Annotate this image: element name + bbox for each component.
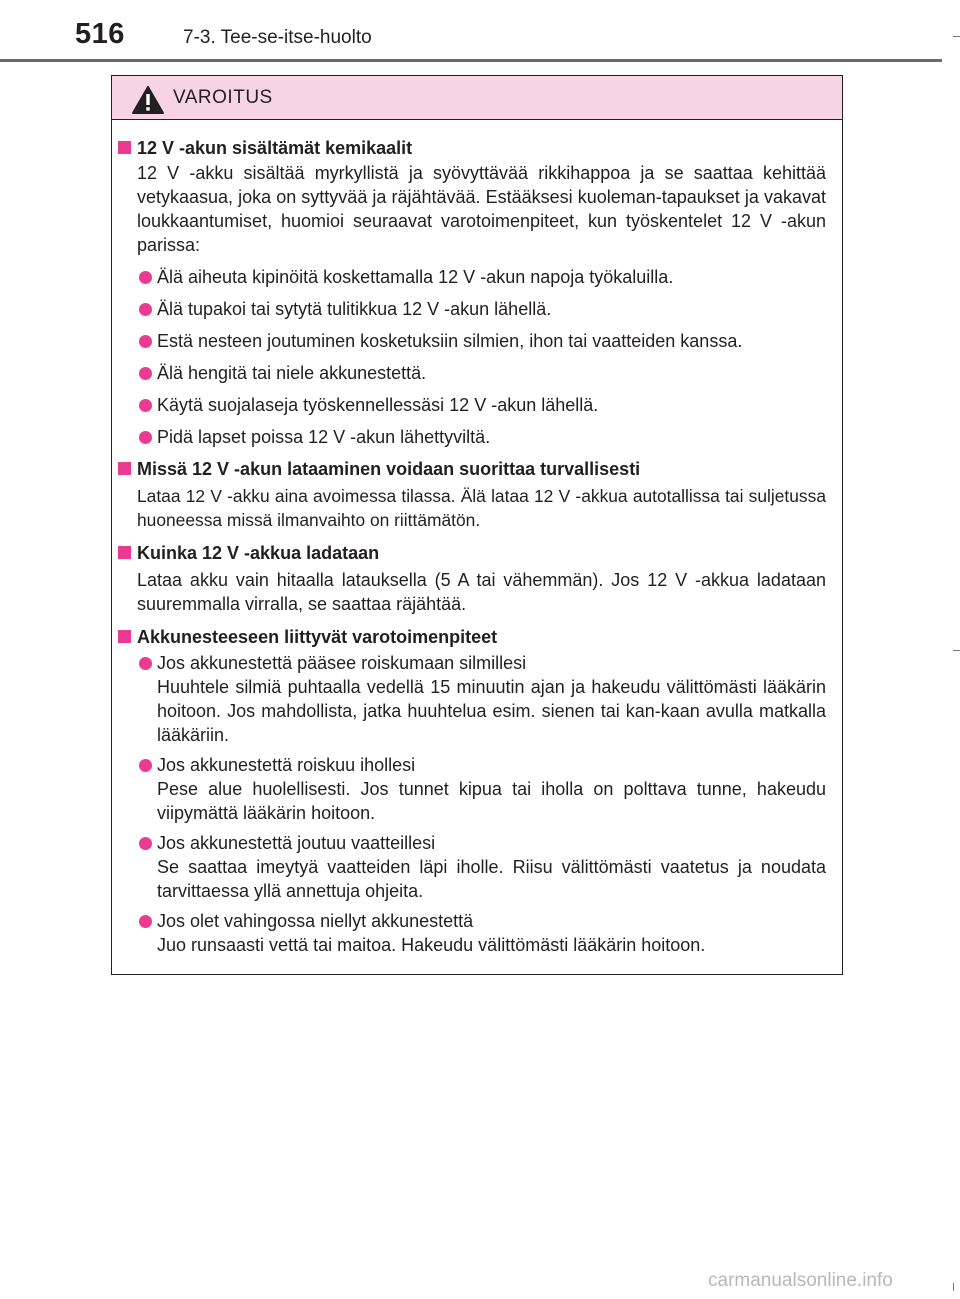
circle-bullet-icon	[139, 657, 152, 670]
circle-bullet-icon	[139, 431, 152, 444]
crop-mark	[953, 650, 960, 651]
warning-label: VAROITUS	[173, 87, 273, 108]
circle-bullet-icon	[139, 759, 152, 772]
list-item: Käytä suojalaseja työskennellessäsi 12 V -akun lähellä.	[112, 393, 842, 417]
circle-bullet-icon	[139, 837, 152, 850]
list-item: Jos akkunestettä roiskuu ihollesi Pese alue huolellisesti. Jos tunnet kipua tai iholla on polttava tunne, hakeudu viipymättä lääkärin hoitoon.	[112, 753, 842, 825]
circle-bullet-icon	[139, 915, 152, 928]
warning-header	[112, 76, 842, 120]
list-item: Pidä lapset poissa 12 V -akun lähettyviltä.	[112, 425, 842, 449]
square-bullet-icon	[118, 630, 131, 643]
list-item: Jos akkunestettä joutuu vaatteillesi Se saattaa imeytyä vaatteiden läpi iholle. Riisu välittömästi vaatetus ja noudata tarvittaessa yllä annettuja ohjeita.	[112, 831, 842, 903]
list-item: Jos akkunestettä pääsee roiskumaan silmillesi Huuhtele silmiä puhtaalla vedellä 15 minuutin ajan ja hakeudu välittömästi lääkärin hoitoon. Jos mahdollista, jatka huuhtelua esim. sienen tai kan-kaan avulla matkalla lääkäriin.	[112, 651, 842, 747]
header-rule	[0, 59, 942, 62]
list-item: Älä hengitä tai niele akkunestettä.	[112, 361, 842, 385]
section-heading: Missä 12 V -akun lataaminen voidaan suorittaa turvallisesti	[112, 457, 842, 481]
circle-bullet-icon	[139, 303, 152, 316]
warning-triangle-icon	[131, 85, 165, 115]
crop-mark	[953, 1283, 954, 1291]
list-item: Estä nesteen joutuminen kosketuksiin silmien, ihon tai vaatteiden kanssa.	[112, 329, 842, 353]
section-paragraph: 12 V -akku sisältää myrkyllistä ja syövyttävää rikkihappoa ja se saattaa kehittää vetykaasua, joka on syttyvää ja räjähtävää. Estääksesi kuoleman-tapaukset ja vakavat loukkaantumiset, huomioi seuraavat varotoimenpiteet, kun työskentelet 12 V -akun parissa:	[137, 163, 826, 255]
page-number: 516	[75, 18, 125, 50]
list-item: Älä aiheuta kipinöitä koskettamalla 12 V -akun napoja työkaluilla.	[112, 265, 842, 289]
section-heading: Akkunesteeseen liittyvät varotoimenpiteet	[112, 625, 842, 649]
square-bullet-icon	[118, 141, 131, 154]
circle-bullet-icon	[139, 271, 152, 284]
square-bullet-icon	[118, 462, 131, 475]
section-paragraph: Lataa akku vain hitaalla latauksella (5 A tai vähemmän). Jos 12 V -akkua ladataan suuremmalla virralla, se saattaa räjähtää.	[137, 570, 826, 614]
warning-content	[112, 136, 842, 957]
circle-bullet-icon	[139, 335, 152, 348]
page-header	[0, 0, 960, 62]
warning-box	[111, 75, 843, 975]
list-item: Älä tupakoi tai sytytä tulitikkua 12 V -akun lähellä.	[112, 297, 842, 321]
watermark: carmanualsonline.info	[708, 1270, 893, 1291]
circle-bullet-icon	[139, 399, 152, 412]
square-bullet-icon	[118, 546, 131, 559]
crop-mark	[953, 36, 960, 37]
section-heading: Kuinka 12 V -akkua ladataan	[112, 541, 842, 565]
section-paragraph: Lataa 12 V -akku aina avoimessa tilassa. Älä lataa 12 V -akkua autotallissa tai suljetussa huoneessa missä ilmanvaihto on riittämätön.	[137, 486, 826, 530]
circle-bullet-icon	[139, 367, 152, 380]
section-heading: 12 V -akun sisältämät kemikaalit	[112, 136, 842, 160]
list-item: Jos olet vahingossa niellyt akkunestettä Juo runsaasti vettä tai maitoa. Hakeudu välittömästi lääkärin hoitoon.	[112, 909, 842, 957]
section-title: 7-3. Tee-se-itse-huolto	[183, 27, 372, 48]
